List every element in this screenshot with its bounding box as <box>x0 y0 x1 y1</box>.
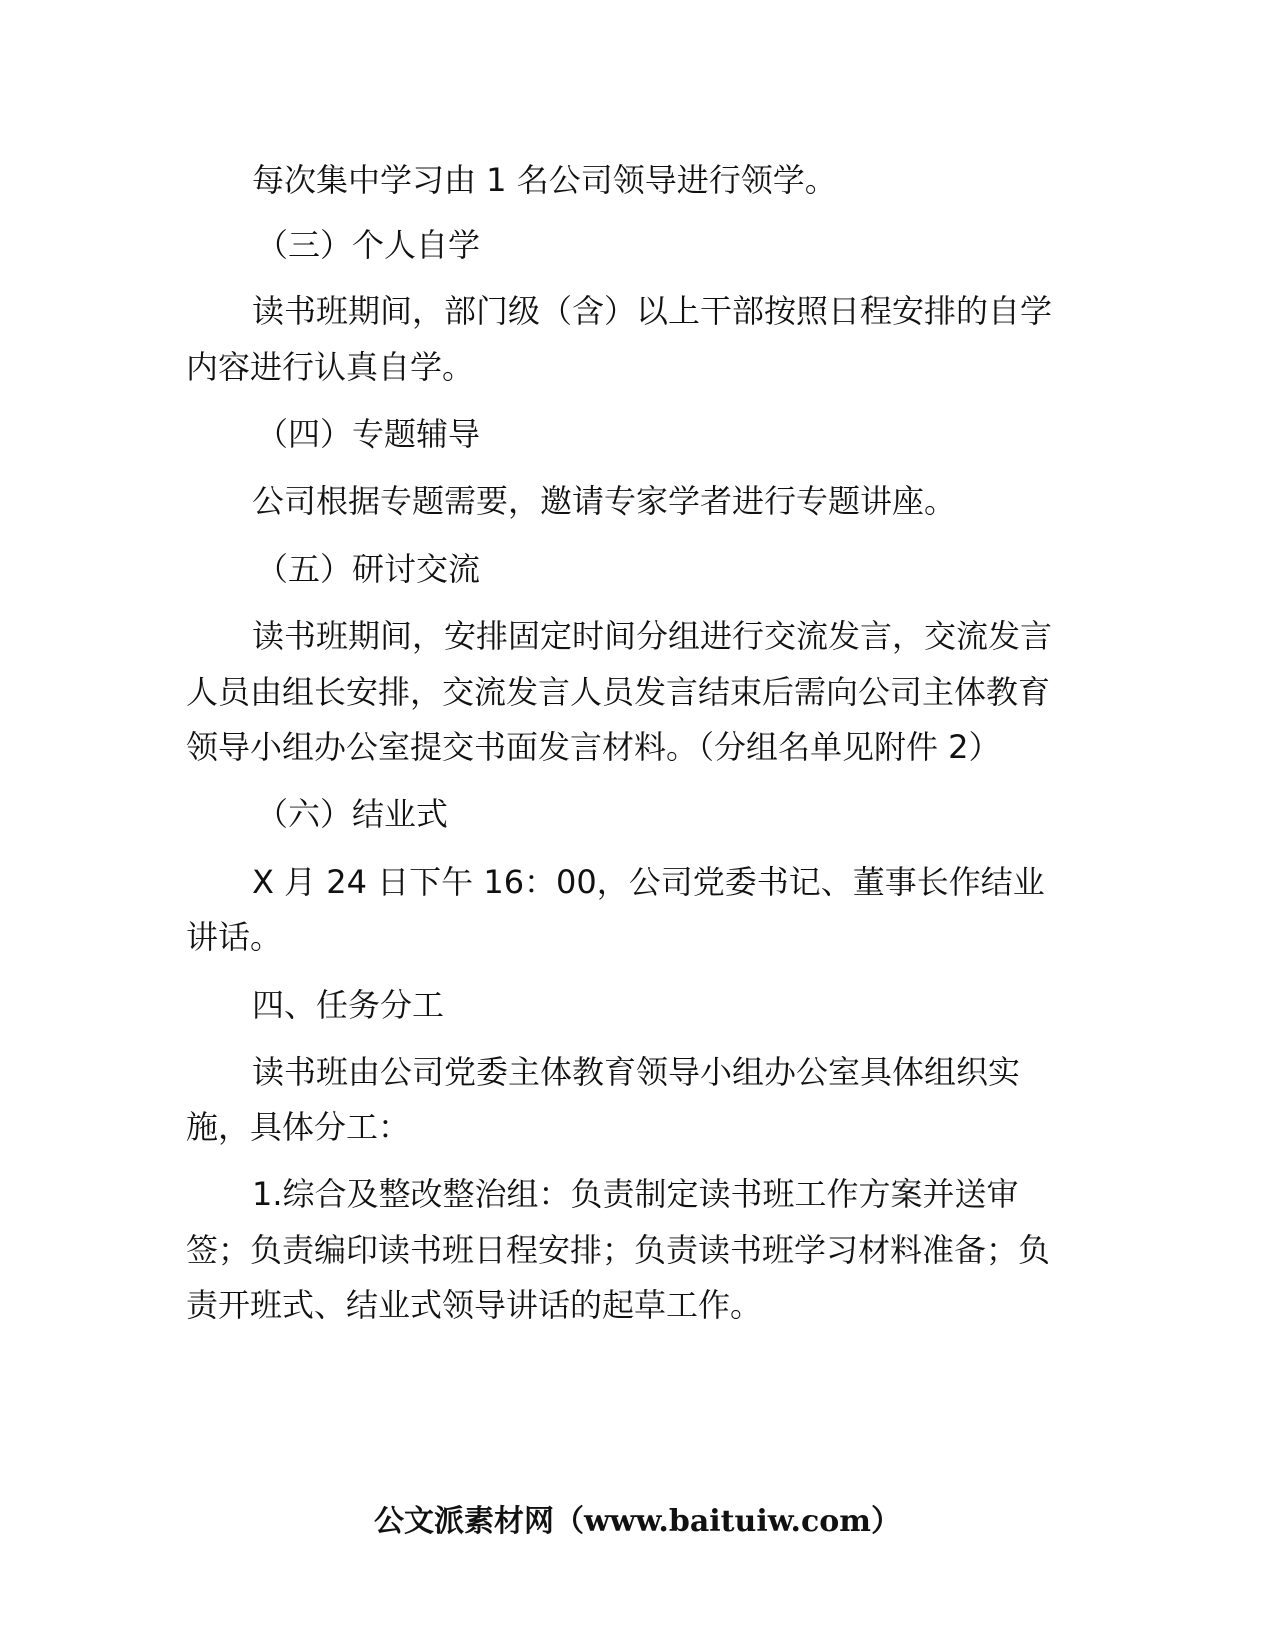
paragraph-line-17: 1.综合及整改整治组：负责制定读书班工作方案并送审 <box>252 1175 1019 1213</box>
paragraph-line-1: 每次集中学习由 1 名公司领导进行领学。 <box>252 161 837 199</box>
paragraph-line-19: 责开班式、结业式领导讲话的起草工作。 <box>186 1286 763 1324</box>
paragraph-line-3: 读书班期间，部门级（含）以上干部按照日程安排的自学 <box>252 292 1053 330</box>
paragraph-line-12: X 月 24 日下午 16：00，公司党委书记、董事长作结业 <box>252 863 1045 901</box>
section-heading-3: （三）个人自学 <box>256 226 481 264</box>
paragraph-line-6: 公司根据专题需要，邀请专家学者进行专题讲座。 <box>252 482 957 520</box>
paragraph-line-18: 签；负责编印读书班日程安排；负责读书班学习材料准备；负 <box>186 1231 1051 1269</box>
paragraph-line-10: 领导小组办公室提交书面发言材料。（分组名单见附件 2） <box>186 728 1001 766</box>
paragraph-line-4: 内容进行认真自学。 <box>186 348 475 386</box>
section-heading-5: （五）研讨交流 <box>256 550 481 588</box>
section-heading-task-division: 四、任务分工 <box>252 986 445 1024</box>
paragraph-line-13: 讲话。 <box>186 918 283 956</box>
paragraph-line-16: 施，具体分工： <box>186 1108 411 1146</box>
section-heading-4: （四）专题辅导 <box>256 415 481 453</box>
footer-watermark: 公文派素材网（www.baituiw.com） <box>373 1504 902 1539</box>
paragraph-line-8: 读书班期间，安排固定时间分组进行交流发言，交流发言 <box>252 617 1053 655</box>
paragraph-line-15: 读书班由公司党委主体教育领导小组办公室具体组织实 <box>252 1053 1021 1091</box>
paragraph-line-9: 人员由组长安排，交流发言人员发言结束后需向公司主体教育 <box>186 673 1051 711</box>
section-heading-6: （六）结业式 <box>256 795 449 833</box>
